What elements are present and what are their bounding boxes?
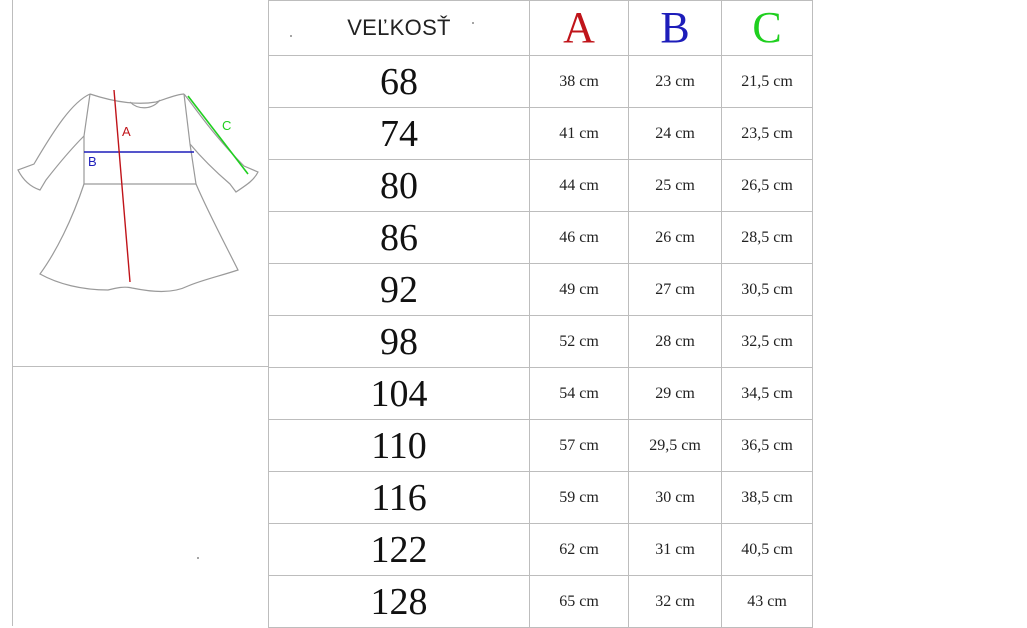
a-cell	[530, 108, 629, 160]
size-value: 68	[380, 60, 418, 103]
label-b: B	[88, 154, 97, 169]
b-cell	[629, 420, 722, 472]
a-value: 38 cm	[559, 72, 599, 90]
size-value: 110	[371, 424, 427, 467]
size-cell	[269, 108, 530, 160]
size-value: 80	[380, 164, 418, 207]
illustration-divider	[12, 366, 269, 367]
header-c: C	[752, 3, 782, 52]
c-value: 23,5 cm	[741, 124, 793, 142]
b-value: 29,5 cm	[649, 436, 701, 454]
header-b: B	[660, 3, 690, 52]
b-cell	[629, 524, 722, 576]
header-a: A	[563, 3, 595, 52]
b-cell	[629, 368, 722, 420]
b-value: 27 cm	[655, 280, 695, 298]
header-a-cell	[530, 1, 629, 56]
a-value: 46 cm	[559, 228, 599, 246]
c-cell	[722, 56, 813, 108]
a-cell	[530, 316, 629, 368]
b-cell	[629, 160, 722, 212]
header-size-cell	[269, 1, 530, 56]
table-row	[269, 108, 813, 160]
c-value: 21,5 cm	[741, 72, 793, 90]
c-cell	[722, 524, 813, 576]
size-value: 74	[380, 112, 418, 155]
size-cell	[269, 472, 530, 524]
c-cell	[722, 108, 813, 160]
a-value: 57 cm	[559, 436, 599, 454]
b-cell	[629, 316, 722, 368]
size-value: 92	[380, 268, 418, 311]
b-value: 23 cm	[655, 72, 695, 90]
a-cell	[530, 264, 629, 316]
a-cell	[530, 420, 629, 472]
size-cell	[269, 368, 530, 420]
a-cell	[530, 524, 629, 576]
size-cell	[269, 316, 530, 368]
a-value: 62 cm	[559, 540, 599, 558]
c-cell	[722, 212, 813, 264]
b-cell	[629, 264, 722, 316]
table-row	[269, 264, 813, 316]
a-cell	[530, 368, 629, 420]
size-cell	[269, 264, 530, 316]
b-cell	[629, 576, 722, 628]
b-value: 29 cm	[655, 384, 695, 402]
c-value: 32,5 cm	[741, 332, 793, 350]
size-table	[268, 0, 813, 628]
table-row	[269, 368, 813, 420]
table-row	[269, 160, 813, 212]
label-c: C	[222, 118, 232, 133]
c-value: 36,5 cm	[741, 436, 793, 454]
measure-a-line	[114, 90, 130, 282]
b-cell	[629, 212, 722, 264]
b-cell	[629, 472, 722, 524]
c-value: 34,5 cm	[741, 384, 793, 402]
size-cell	[269, 576, 530, 628]
c-cell	[722, 264, 813, 316]
b-value: 26 cm	[655, 228, 695, 246]
a-value: 41 cm	[559, 124, 599, 142]
header-size: VEĽKOSŤ	[347, 15, 451, 40]
table-row	[269, 212, 813, 264]
size-value: 128	[370, 580, 428, 623]
c-value: 26,5 cm	[741, 176, 793, 194]
c-value: 38,5 cm	[741, 488, 793, 506]
a-value: 65 cm	[559, 592, 599, 610]
b-cell	[629, 108, 722, 160]
b-value: 28 cm	[655, 332, 695, 350]
c-cell	[722, 368, 813, 420]
b-cell	[629, 56, 722, 108]
b-value: 25 cm	[655, 176, 695, 194]
c-cell	[722, 316, 813, 368]
c-cell	[722, 576, 813, 628]
a-value: 44 cm	[559, 176, 599, 194]
c-value: 43 cm	[747, 592, 787, 610]
b-value: 31 cm	[655, 540, 695, 558]
header-c-cell	[722, 1, 813, 56]
b-value: 30 cm	[655, 488, 695, 506]
size-cell	[269, 212, 530, 264]
b-value: 24 cm	[655, 124, 695, 142]
measure-c-line	[188, 96, 248, 174]
label-a: A	[122, 124, 131, 139]
speck	[197, 557, 199, 559]
c-cell	[722, 420, 813, 472]
a-value: 54 cm	[559, 384, 599, 402]
a-cell	[530, 472, 629, 524]
table-row	[269, 576, 813, 628]
c-cell	[722, 160, 813, 212]
c-value: 40,5 cm	[741, 540, 793, 558]
size-value: 98	[380, 320, 418, 363]
a-cell	[530, 56, 629, 108]
table-row	[269, 316, 813, 368]
size-value: 116	[371, 476, 427, 519]
c-value: 28,5 cm	[741, 228, 793, 246]
a-value: 52 cm	[559, 332, 599, 350]
a-value: 49 cm	[559, 280, 599, 298]
c-cell	[722, 472, 813, 524]
size-value: 104	[370, 372, 428, 415]
table-row	[269, 472, 813, 524]
size-cell	[269, 420, 530, 472]
header-row	[269, 1, 813, 56]
a-value: 59 cm	[559, 488, 599, 506]
table-row	[269, 524, 813, 576]
size-value: 122	[370, 528, 428, 571]
header-b-cell	[629, 1, 722, 56]
dress-diagram	[12, 80, 269, 300]
table-row	[269, 56, 813, 108]
c-value: 30,5 cm	[741, 280, 793, 298]
b-value: 32 cm	[655, 592, 695, 610]
size-cell	[269, 56, 530, 108]
size-value: 86	[380, 216, 418, 259]
a-cell	[530, 576, 629, 628]
size-cell	[269, 160, 530, 212]
table-row	[269, 420, 813, 472]
size-cell	[269, 524, 530, 576]
a-cell	[530, 212, 629, 264]
a-cell	[530, 160, 629, 212]
